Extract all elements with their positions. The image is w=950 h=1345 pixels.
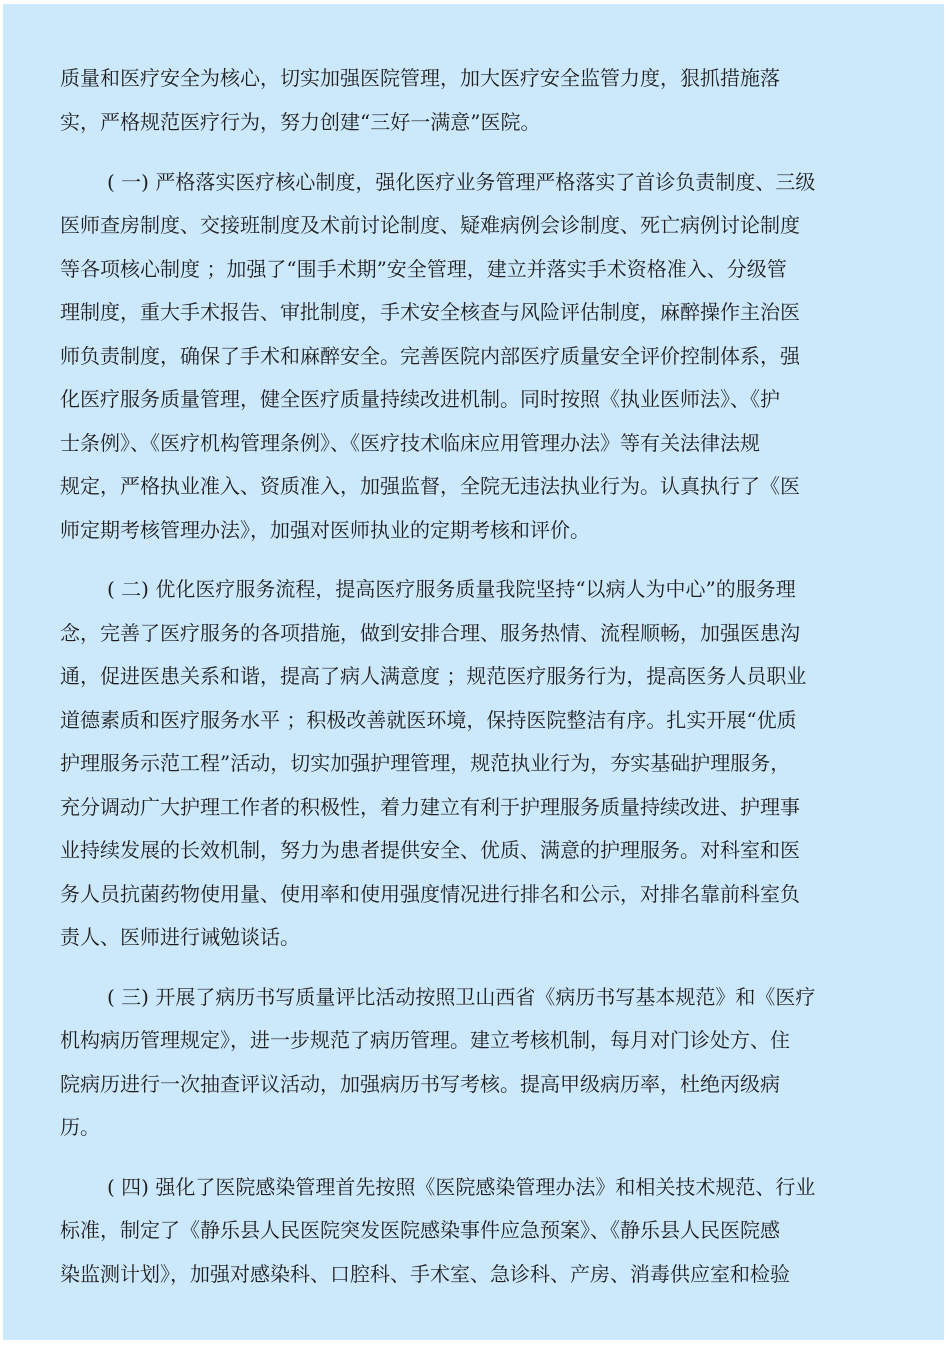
paragraph-1-line-3: 理制度，重大手术报告、审批制度，手术安全核查与风险评估制度，麻醉操作主治医 xyxy=(60,300,800,324)
paragraph-3-line-0: ( 三) 开展了病历书写质量评比活动按照卫山西省《病历书写基本规范》和《医疗 xyxy=(107,985,816,1009)
paragraph-2-line-2: 通，促进医患关系和谐，提高了病人满意度 ；规范医疗服务行为，提高医务人员职业 xyxy=(60,664,807,688)
paragraph-4-line-1: 标准，制定了《静乐县人民医院突发医院感染事件应急预案》、《静乐县人民医院感 xyxy=(60,1218,780,1242)
paragraph-3-line-3: 历。 xyxy=(60,1115,100,1139)
paragraph-2-line-7: 务人员抗菌药物使用量、使用率和使用强度情况进行排名和公示，对排名靠前科室负 xyxy=(60,882,800,906)
paragraph-0-line-0: 质量和医疗安全为核心，切实加强医院管理，加大医疗安全监管力度，狠抓措施落 xyxy=(60,66,780,90)
paragraph-1-line-0: ( 一) 严格落实医疗核心制度，强化医疗业务管理严格落实了首诊负责制度、三级 xyxy=(107,170,816,194)
paragraph-2-line-6: 业持续发展的长效机制，努力为患者提供安全、优质、满意的护理服务。对科室和医 xyxy=(60,838,800,862)
document-page xyxy=(3,4,944,1340)
paragraph-4-line-0: ( 四) 强化了医院感染管理首先按照《医院感染管理办法》和相关技术规范、行业 xyxy=(107,1175,816,1199)
paragraph-1-line-8: 师定期考核管理办法》，加强对医师执业的定期考核和评价。 xyxy=(60,518,590,542)
paragraph-1-line-6: 士条例》、《医疗机构管理条例》、《医疗技术临床应用管理办法》等有关法律法规 xyxy=(60,431,760,455)
paragraph-1-line-7: 规定，严格执业准入、资质准入，加强监督，全院无违法执业行为。认真执行了《医 xyxy=(60,474,800,498)
paragraph-2-line-0: ( 二) 优化医疗服务流程，提高医疗服务质量我院坚持“以病人为中心”的服务理 xyxy=(107,577,796,601)
paragraph-1-line-5: 化医疗服务质量管理，健全医疗质量持续改进机制。同时按照《执业医师法》、《护 xyxy=(60,387,780,411)
paragraph-1-line-1: 医师查房制度、交接班制度及术前讨论制度、疑难病例会诊制度、死亡病例讨论制度 xyxy=(60,213,800,237)
paragraph-1-line-2: 等各项核心制度 ；加强了“围手术期”安全管理，建立并落实手术资格准入、分级管 xyxy=(60,257,787,281)
paragraph-2-line-5: 充分调动广大护理工作者的积极性，着力建立有利于护理服务质量持续改进、护理事 xyxy=(60,795,800,819)
paragraph-2-line-4: 护理服务示范工程”活动，切实加强护理管理，规范执业行为，夯实基础护理服务， xyxy=(60,751,791,775)
paragraph-3-line-2: 院病历进行一次抽查评议活动，加强病历书写考核。提高甲级病历率，杜绝丙级病 xyxy=(60,1072,780,1096)
paragraph-2-line-1: 念，完善了医疗服务的各项措施，做到安排合理、服务热情、流程顺畅，加强医患沟 xyxy=(60,621,800,645)
paragraph-2-line-3: 道德素质和医疗服务水平 ；积极改善就医环境，保持医院整洁有序。扎实开展“优质 xyxy=(60,708,797,732)
paragraph-0-line-1: 实，严格规范医疗行为，努力创建“三好一满意”医院。 xyxy=(60,110,541,134)
paragraph-2-line-8: 责人、医师进行诫勉谈话。 xyxy=(60,925,300,949)
paragraph-3-line-1: 机构病历管理规定》，进一步规范了病历管理。建立考核机制，每月对门诊处方、住 xyxy=(60,1028,790,1052)
paragraph-4-line-2: 染监测计划》，加强对感染科、口腔科、手术室、急诊科、产房、消毒供应室和检验 xyxy=(60,1262,790,1286)
paragraph-1-line-4: 师负责制度，确保了手术和麻醉安全。完善医院内部医疗质量安全评价控制体系，强 xyxy=(60,344,800,368)
